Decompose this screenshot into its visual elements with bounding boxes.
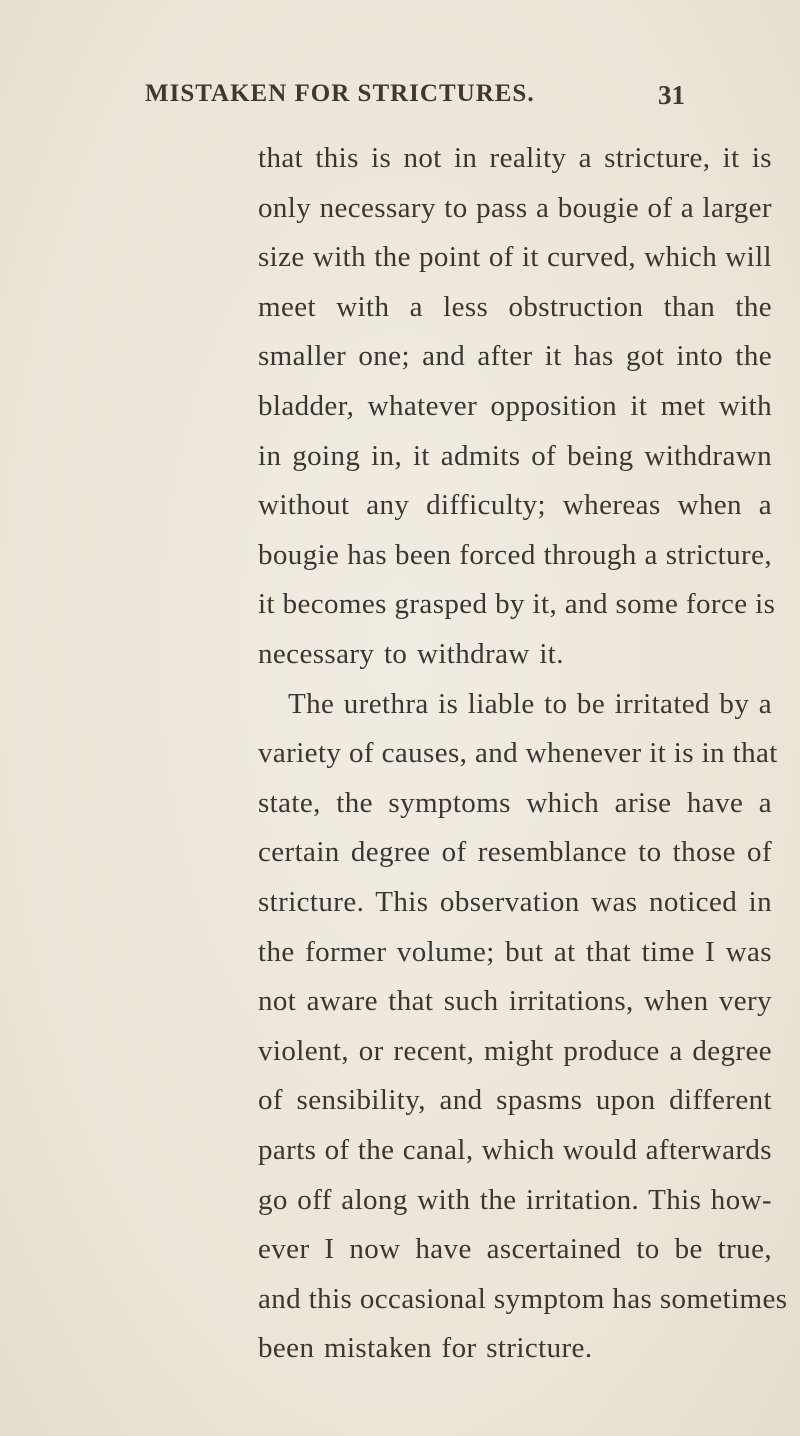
text-line: in going in, it admits of being withdrawn xyxy=(258,439,772,472)
text-line: the former volume; but at that time I was xyxy=(258,935,772,968)
text-line: certain degree of resemblance to those of xyxy=(258,836,772,869)
text-line: it becomes grasped by it, and some force is xyxy=(258,588,776,621)
text-line: been mistaken for stricture. xyxy=(258,1332,593,1365)
running-title: MISTAKEN FOR STRICTURES. xyxy=(145,80,535,107)
text-line: of sensibility, and spasms upon different xyxy=(258,1084,772,1117)
text-line: that this is not in reality a stricture, it is xyxy=(258,142,772,174)
text-line: not aware that such irritations, when very xyxy=(258,985,772,1018)
running-head xyxy=(145,80,685,120)
text-line: bougie has been forced through a stricture, xyxy=(258,538,772,571)
text-line: bladder, whatever opposition it met with xyxy=(258,390,772,422)
text-line: size with the point of it curved, which will xyxy=(258,241,772,274)
text-line: parts of the canal, which would afterwards xyxy=(258,1134,772,1166)
text-line: stricture. This observation was noticed in xyxy=(258,886,772,918)
text-line: and this occasional symptom has sometimes xyxy=(258,1282,788,1315)
text-line: go off along with the irritation. This how- xyxy=(258,1183,772,1216)
text-line: only necessary to pass a bougie of a larger xyxy=(258,191,772,224)
page-number: 31 xyxy=(658,80,685,110)
text-line: meet with a less obstruction than the xyxy=(258,290,772,323)
text-line: violent, or recent, might produce a degree xyxy=(258,1034,772,1067)
text-line: necessary to withdraw it. xyxy=(258,638,564,670)
text-line: ever I now have ascertained to be true, xyxy=(258,1233,772,1266)
text-line: without any difficulty; whereas when a xyxy=(258,489,772,522)
text-line: state, the symptoms which arise have a xyxy=(258,786,772,819)
paragraph-start-line: The urethra is liable to be irritated by a xyxy=(288,687,772,720)
text-line: smaller one; and after it has got into the xyxy=(258,340,772,373)
text-line: variety of causes, and whenever it is in that xyxy=(258,737,778,770)
